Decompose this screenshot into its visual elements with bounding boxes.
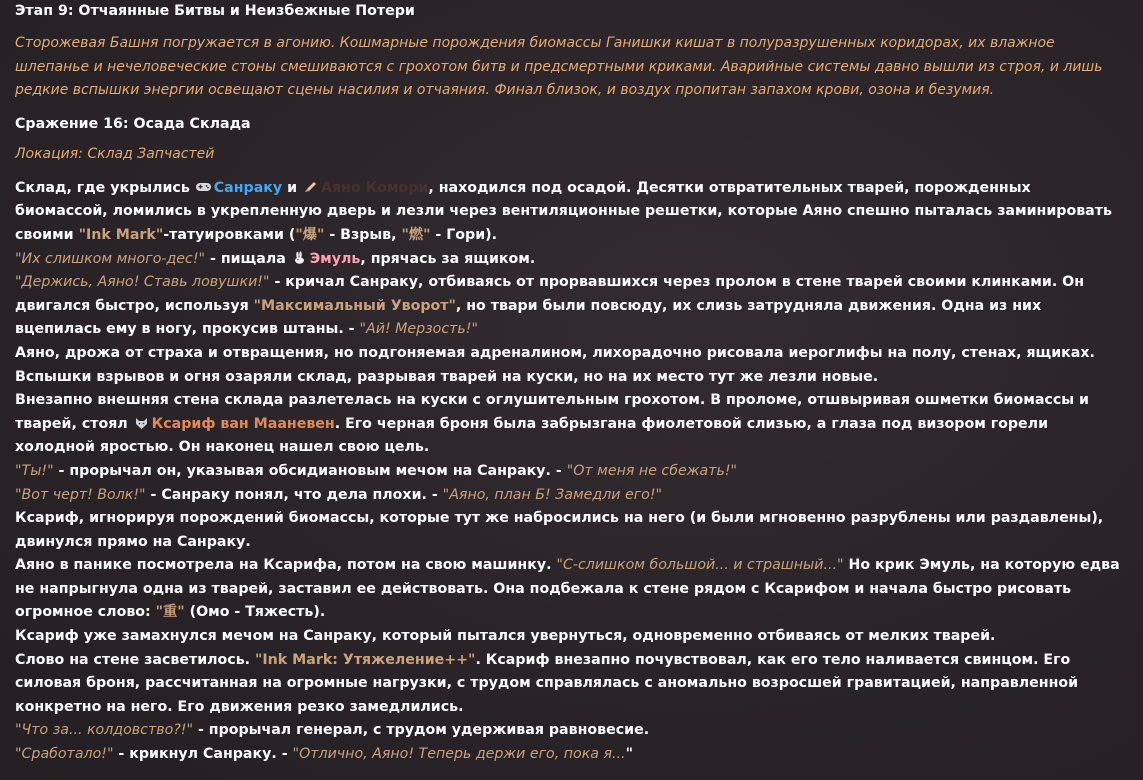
- gamepad-icon: [195, 180, 212, 194]
- text: Но крик Эмуль, на которую едва не напрыгнула одна из тварей, заставил ее действовать. Она подбежала к стене рядом с Ксарифом и начала быстро рисовать огромное слово:: [15, 557, 1120, 621]
- paragraph-ayano-draws: Аяно, дрожа от страха и отвращения, но подгоняемая адреналином, лихорадочно рисовала иероглифы на полу, стенах, ящиках. Вспышки взрывов и огня озаряли склад, разрывая тварей на куски, но на их место тут же лезли новые.: [15, 344, 1095, 385]
- paragraph-it-worked: [15, 743, 1127, 767]
- text: Слово на стене засветилось.: [15, 651, 255, 668]
- location-label: Локация: Склад Запчастей: [15, 145, 215, 162]
- quote: "Отлично, Аяно! Теперь держи его, пока я...: [292, 746, 626, 763]
- quote: "Держись, Аяно! Ставь ловушки!": [15, 274, 270, 291]
- text: Склад, где укрылись: [15, 179, 195, 196]
- glyph-burn: "燃": [401, 226, 431, 243]
- text: Внезапно внешняя стена склада разлетелась на куски с оглушительным грохотом. В проломе, отшвыривая ошметки биомассы и тварей, стоял: [15, 392, 1089, 432]
- text: , находился под осадой. Десятки отвратительных тварей, порожденных биомассой, ломились в укрепленную дверь и лезли через вентиляционные решетки, которые Аяно спешно пыталась заминировать своими: [15, 179, 1112, 243]
- text: -татуировками (: [163, 226, 296, 243]
- paragraph-ksarif-advances: Ксариф, игнорируя порождений биомассы, которые тут же набросились на него (и были мгновенно разрублены или раздавлены), двинулся прямо на Санраку.: [15, 510, 1104, 550]
- skill-max-dodge: "Максимальный Уворот": [253, 297, 456, 314]
- quote: "От меня не сбежать!": [566, 462, 738, 479]
- text: . Ксариф внезапно почувствовал, как его тело наливается свинцом. Его силовая броня, рассчитанная на огромные нагрузки, с трудом справлялась с аномально возросшей гравитацией, направленной конкретно на него. Его движения резко замедлились.: [15, 651, 1079, 715]
- glyph-weight: "重": [155, 604, 185, 621]
- character-emul: Эмуль: [309, 250, 361, 267]
- quote: "Что за... колдовство?!": [15, 722, 194, 739]
- quote: "Их слишком много-дес!": [15, 250, 206, 267]
- stage-intro: Сторожевая Башня погружается в агонию. Кошмарные порождения биомассы Ганишки кишат в полуразрушенных коридорах, их влажное шлепанье и нечеловеческие стоны смешиваются с грохотом битв и предсмертными криками. Аварийные системы давно вышли из строя, и лишь редкие вспышки энергии освещают сцены насилия и отчаяния. Финал близок, и воздух пропитан запахом крови, озона и безумия.: [15, 35, 1103, 99]
- paragraph-sanraku-plan: [15, 484, 1127, 508]
- quote: "С-слишком большой... и страшный...": [556, 557, 844, 574]
- paragraph-ksarif-speaks: [15, 460, 1127, 484]
- text: - пищала: [205, 250, 291, 267]
- text: , но твари были повсюду, их слизь затрудняла движения. Одна из них вцепилась ему в ногу, прокусив штаны. -: [15, 297, 1042, 338]
- text: - кричал Санраку, отбиваясь от прорвавшихся через пролом в стене тварей своими клинками. Он двигался быстро, используя: [15, 274, 1085, 314]
- paragraph-ksarif-swing: Ксариф уже замахнулся мечом на Санраку, который пытался увернуться, одновременно отбиваясь от мелких тварей.: [15, 628, 996, 645]
- glyph-explosion: "爆": [295, 226, 325, 243]
- text: - прорычал генерал, с трудом удерживая равновесие.: [193, 722, 650, 739]
- paragraph-word-glows: [15, 649, 1127, 720]
- text: Аяно в панике посмотрела на Ксарифа, потом на свою машинку.: [15, 557, 557, 574]
- text: и: [282, 179, 302, 196]
- skill-ink-mark: "Ink Mark": [78, 226, 164, 243]
- paragraph-general-growl: [15, 719, 1127, 743]
- wolf-icon: [133, 416, 150, 430]
- brush-icon: [302, 180, 319, 194]
- paragraph-ksarif-arrives: [15, 389, 1127, 460]
- skill-weight-plus: "Ink Mark: Утяжеление++": [255, 651, 476, 668]
- text: ": [625, 746, 633, 763]
- paragraph-siege: [15, 177, 1127, 248]
- text: - прорычал он, указывая обсидиановым мечом на Санраку. -: [53, 462, 567, 479]
- quote: "Аяно, план Б! Замедли его!": [442, 486, 663, 503]
- paragraph-emul: [15, 248, 1127, 272]
- text: - Взрыв,: [324, 226, 402, 243]
- quote: "Сработало!": [15, 746, 114, 763]
- quote: "Вот черт! Волк!": [15, 486, 146, 503]
- text: (Омо - Тяжесть).: [184, 604, 326, 621]
- text: - Санраку понял, что дела плохи. -: [145, 486, 443, 503]
- character-sanraku: Санраку: [213, 179, 283, 196]
- battle-title: Сражение 16: Осада Склада: [15, 115, 251, 132]
- character-ayano: Аяно Комори: [320, 179, 429, 196]
- text: , прячась за ящиком.: [360, 250, 536, 267]
- quote: "Ай! Мерзость!": [359, 321, 479, 338]
- text: - крикнул Санраку. -: [113, 746, 293, 763]
- text: . Его черная броня была забрызгана фиолетовой слизью, а глаза под визором горели холодной яростью. Он наконец нашел свою цель.: [15, 415, 1049, 456]
- character-ksarif: Ксариф ван Мааневен: [151, 415, 335, 432]
- text: - Гори).: [430, 226, 498, 243]
- paragraph-sanraku-fight: [15, 271, 1127, 342]
- paragraph-ayano-panic: [15, 554, 1127, 625]
- stage-title: Этап 9: Отчаянные Битвы и Неизбежные Потери: [15, 3, 415, 19]
- rabbit-icon: [291, 251, 308, 265]
- quote: "Ты!": [15, 462, 54, 479]
